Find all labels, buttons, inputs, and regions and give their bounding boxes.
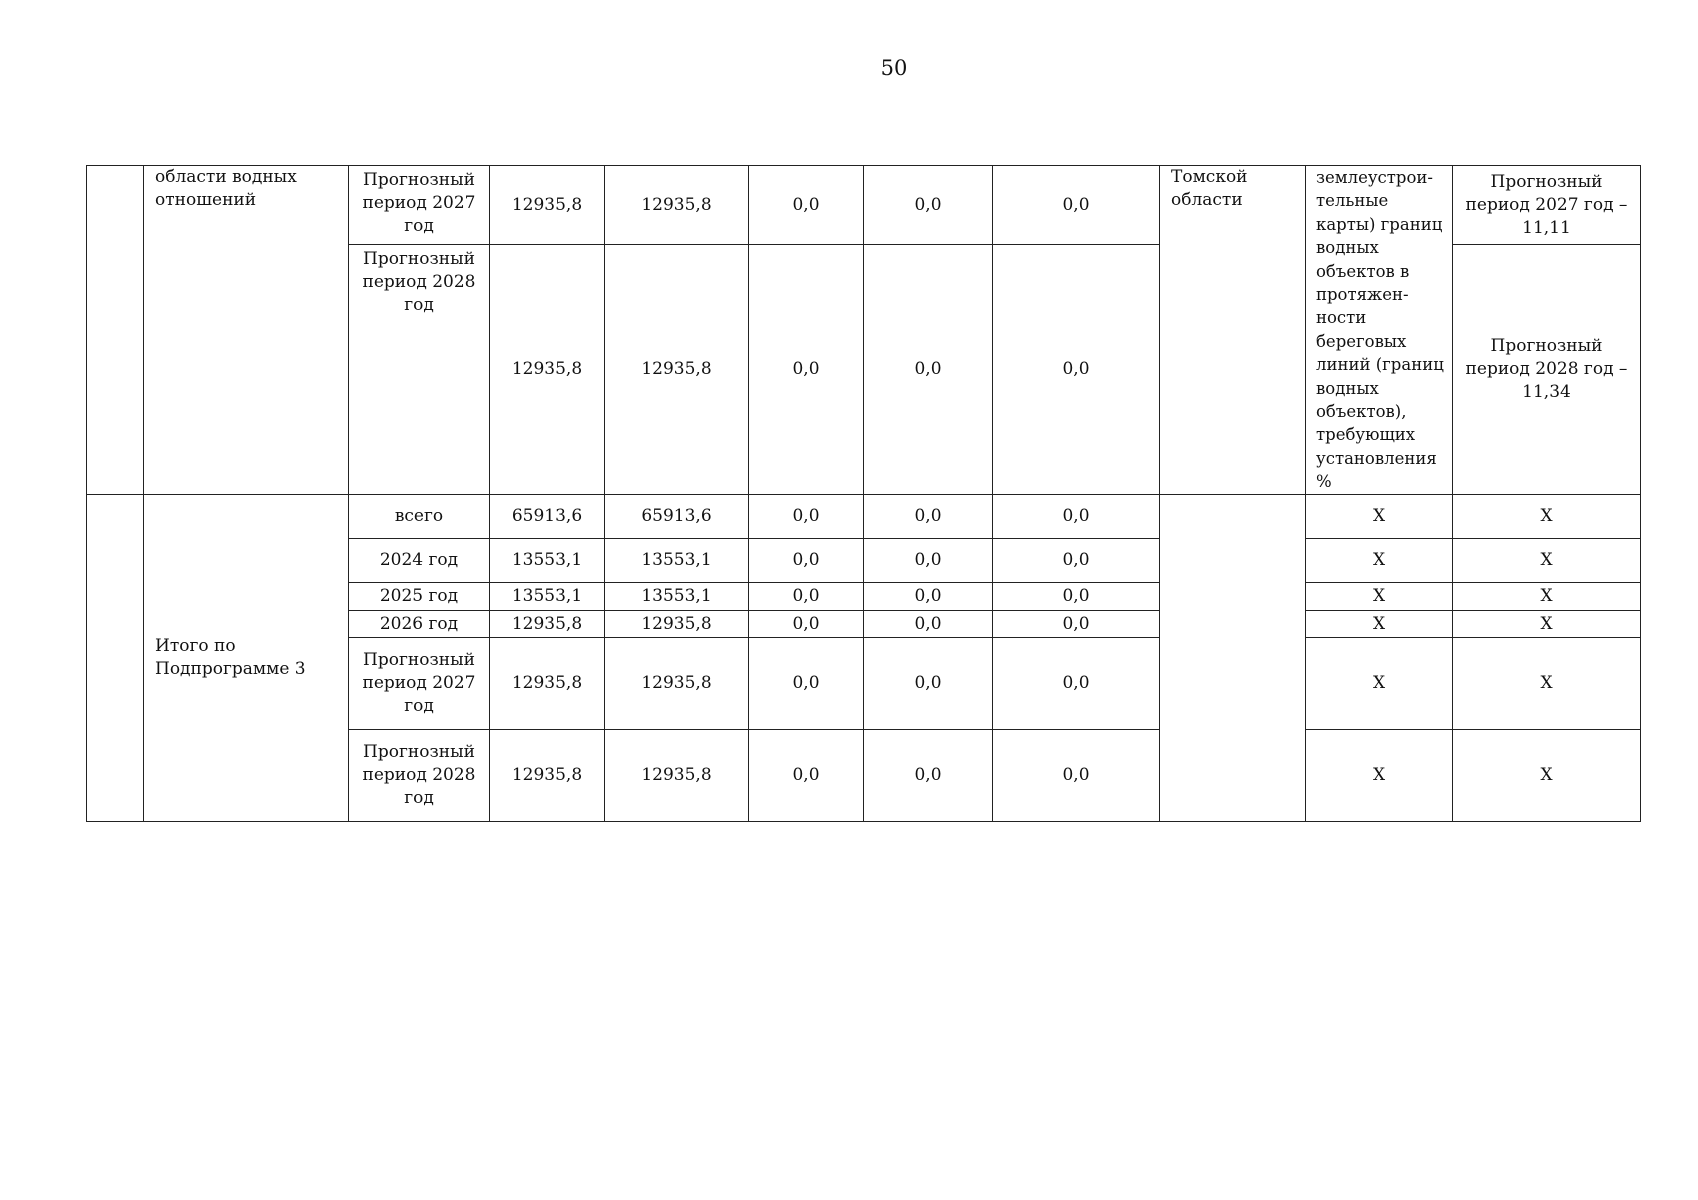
other-cell: 0,0 [993, 166, 1160, 245]
other-cell: 0,0 [993, 538, 1160, 582]
local-cell: 0,0 [864, 245, 993, 495]
other-cell: 0,0 [993, 582, 1160, 610]
local-cell: 0,0 [864, 637, 993, 729]
local-cell: 0,0 [864, 729, 993, 821]
federal-cell: 12935,8 [605, 729, 749, 821]
local-cell: 0,0 [864, 582, 993, 610]
target-value-cell: Х [1453, 637, 1641, 729]
federal-cell: 12935,8 [605, 166, 749, 245]
local-cell: 0,0 [864, 538, 993, 582]
budget-table [86, 165, 1641, 822]
page-number: 50 [880, 56, 908, 80]
total-description-cell: Итого по Подпрограмме 3 [144, 494, 349, 821]
table-row [87, 166, 1641, 245]
period-cell: 2024 год [349, 538, 490, 582]
local-cell: 0,0 [864, 166, 993, 245]
federal-cell: 12935,8 [605, 637, 749, 729]
total-cell: 12935,8 [490, 729, 605, 821]
period-cell: Прогнозный период 2028 год [349, 729, 490, 821]
target-value-cell: Х [1453, 729, 1641, 821]
regional-cell: 0,0 [749, 610, 864, 637]
regional-cell: 0,0 [749, 245, 864, 495]
total-cell: 13553,1 [490, 582, 605, 610]
regional-cell: 0,0 [749, 494, 864, 538]
federal-cell: 13553,1 [605, 582, 749, 610]
other-cell: 0,0 [993, 245, 1160, 495]
total-cell: 12935,8 [490, 166, 605, 245]
federal-cell: 13553,1 [605, 538, 749, 582]
local-cell: 0,0 [864, 494, 993, 538]
indicator-cell: Х [1306, 729, 1453, 821]
target-value-cell: Х [1453, 494, 1641, 538]
indicator-cell: Х [1306, 637, 1453, 729]
federal-cell: 12935,8 [605, 610, 749, 637]
executor-cell: Томской области [1160, 166, 1306, 495]
period-cell: Прогнозный период 2027 год [349, 166, 490, 245]
row-number-cell [87, 166, 144, 495]
period-cell: 2026 год [349, 610, 490, 637]
indicator-cell: Х [1306, 582, 1453, 610]
other-cell: 0,0 [993, 637, 1160, 729]
target-value-cell: Х [1453, 610, 1641, 637]
other-cell: 0,0 [993, 610, 1160, 637]
total-cell: 12935,8 [490, 245, 605, 495]
regional-cell: 0,0 [749, 582, 864, 610]
description-cell: области водных отношений [144, 166, 349, 495]
table-row [87, 494, 1641, 538]
regional-cell: 0,0 [749, 729, 864, 821]
federal-cell: 12935,8 [605, 245, 749, 495]
federal-cell: 65913,6 [605, 494, 749, 538]
total-cell: 13553,1 [490, 538, 605, 582]
total-cell: 65913,6 [490, 494, 605, 538]
target-value-cell: Х [1453, 582, 1641, 610]
row-number-cell [87, 494, 144, 821]
period-cell: всего [349, 494, 490, 538]
target-value-cell: Х [1453, 538, 1641, 582]
indicator-cell: Х [1306, 494, 1453, 538]
period-cell: Прогнозный период 2027 год [349, 637, 490, 729]
target-value-cell: Прогнозный период 2028 год – 11,34 [1453, 245, 1641, 495]
executor-cell [1160, 494, 1306, 821]
period-cell: 2025 год [349, 582, 490, 610]
indicator-cell: Х [1306, 610, 1453, 637]
local-cell: 0,0 [864, 610, 993, 637]
target-value-cell: Прогнозный период 2027 год – 11,11 [1453, 166, 1641, 245]
other-cell: 0,0 [993, 494, 1160, 538]
indicator-cell: Х [1306, 538, 1453, 582]
regional-cell: 0,0 [749, 637, 864, 729]
other-cell: 0,0 [993, 729, 1160, 821]
regional-cell: 0,0 [749, 166, 864, 245]
indicator-cell: землеустрои-тельные карты) границ водных объектов в протяжен-ности береговых линий (границ водных объектов), требующих установления % [1306, 166, 1453, 495]
regional-cell: 0,0 [749, 538, 864, 582]
total-cell: 12935,8 [490, 637, 605, 729]
total-cell: 12935,8 [490, 610, 605, 637]
period-cell: Прогнозный период 2028 год [349, 245, 490, 495]
